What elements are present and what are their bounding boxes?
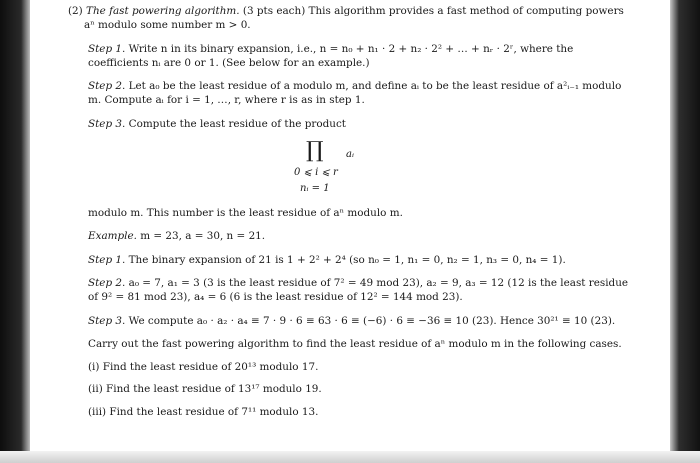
task-text: Carry out the fast powering algorithm to find the least residue of aⁿ modulo m in the following cases. [88,337,622,350]
example-header [68,229,634,243]
example-step-2-text: a₀ = 7, a₁ = 3 (3 is the least residue of 7² = 49 mod 23), a₂ = 9, a₃ = 12 (12 is the least residue of 9² = 81 mod 23), a₄ = 6 (6 is the least residue of 12² = 144 mod 23). [88,276,629,304]
step-3-label: Step 3. [88,117,126,130]
step-2-text: Let a₀ be the least residue of a modulo m, and define aᵢ to be the least residue of a²ᵢ₋₁ modulo m. Compute aᵢ for i = 1, …, r, where r is as in step 1. [88,80,622,107]
example-step-2 [68,276,634,305]
example-step-3-label: Step 3. [88,314,126,327]
product-condition-range: 0 ⩽ i ⩽ r [294,167,338,179]
step-3-text: Compute the least residue of the product [128,117,346,130]
problem-intro-text: (3 pts each) This algorithm provides a fast method of computing powers aⁿ modulo some number m > 0. [84,5,624,32]
example-step-3-text: We compute a₀ · a₂ · a₄ ≡ 7 · 9 · 6 ≡ 63 · 6 ≡ (−6) · 6 ≡ −36 ≡ 10 (23). Hence 30²¹ ≡ 10 (23). [128,314,616,327]
step-3 [68,117,634,131]
example-step-1-text: The binary expansion of 21 is 1 + 2² + 2⁴ (so n₀ = 1, n₁ = 0, n₂ = 1, n₃ = 0, n₄ = 1). [128,253,566,266]
product-formula [68,140,634,200]
product-condition-coeff: nᵢ = 1 [300,183,330,195]
step-2-label: Step 2. [88,80,126,93]
problem-title: The fast powering algorithm. [86,5,240,17]
example-values: m = 23, a = 30, n = 21. [140,230,266,243]
product-symbol: ∏ [306,138,324,164]
question-i: (i) Find the least residue of 20¹³ modulo 17. [88,361,319,374]
product-term: aᵢ [346,149,354,161]
step-1-text: Write n in its binary expansion, i.e., n = n₀ + n₁ · 2 + n₂ · 2² + … + nᵣ · 2ʳ, where the coefficients nᵢ are 0 or 1. (See below for an example.) [88,42,574,69]
step-2 [68,79,634,108]
document-page [68,4,634,427]
photo-frame-right [670,0,700,463]
step-1 [68,42,634,71]
photo-frame-left [0,0,30,463]
question-iii: (iii) Find the least residue of 7¹¹ modulo 13. [88,405,319,418]
example-step-1 [68,253,634,267]
product-conclusion: modulo m. This number is the least residue of aⁿ modulo m. [88,207,403,220]
example-step-2-label: Step 2. [88,276,126,289]
example-step-1-label: Step 1. [88,253,126,266]
problem-intro [68,4,634,33]
example-step-3 [68,314,634,328]
question-ii: (ii) Find the least residue of 13¹⁷ modulo 19. [88,383,322,396]
problem-number: (2) [68,5,83,17]
step-1-label: Step 1. [88,42,126,55]
photo-frame-bottom [0,451,700,463]
example-label: Example. [88,230,137,243]
